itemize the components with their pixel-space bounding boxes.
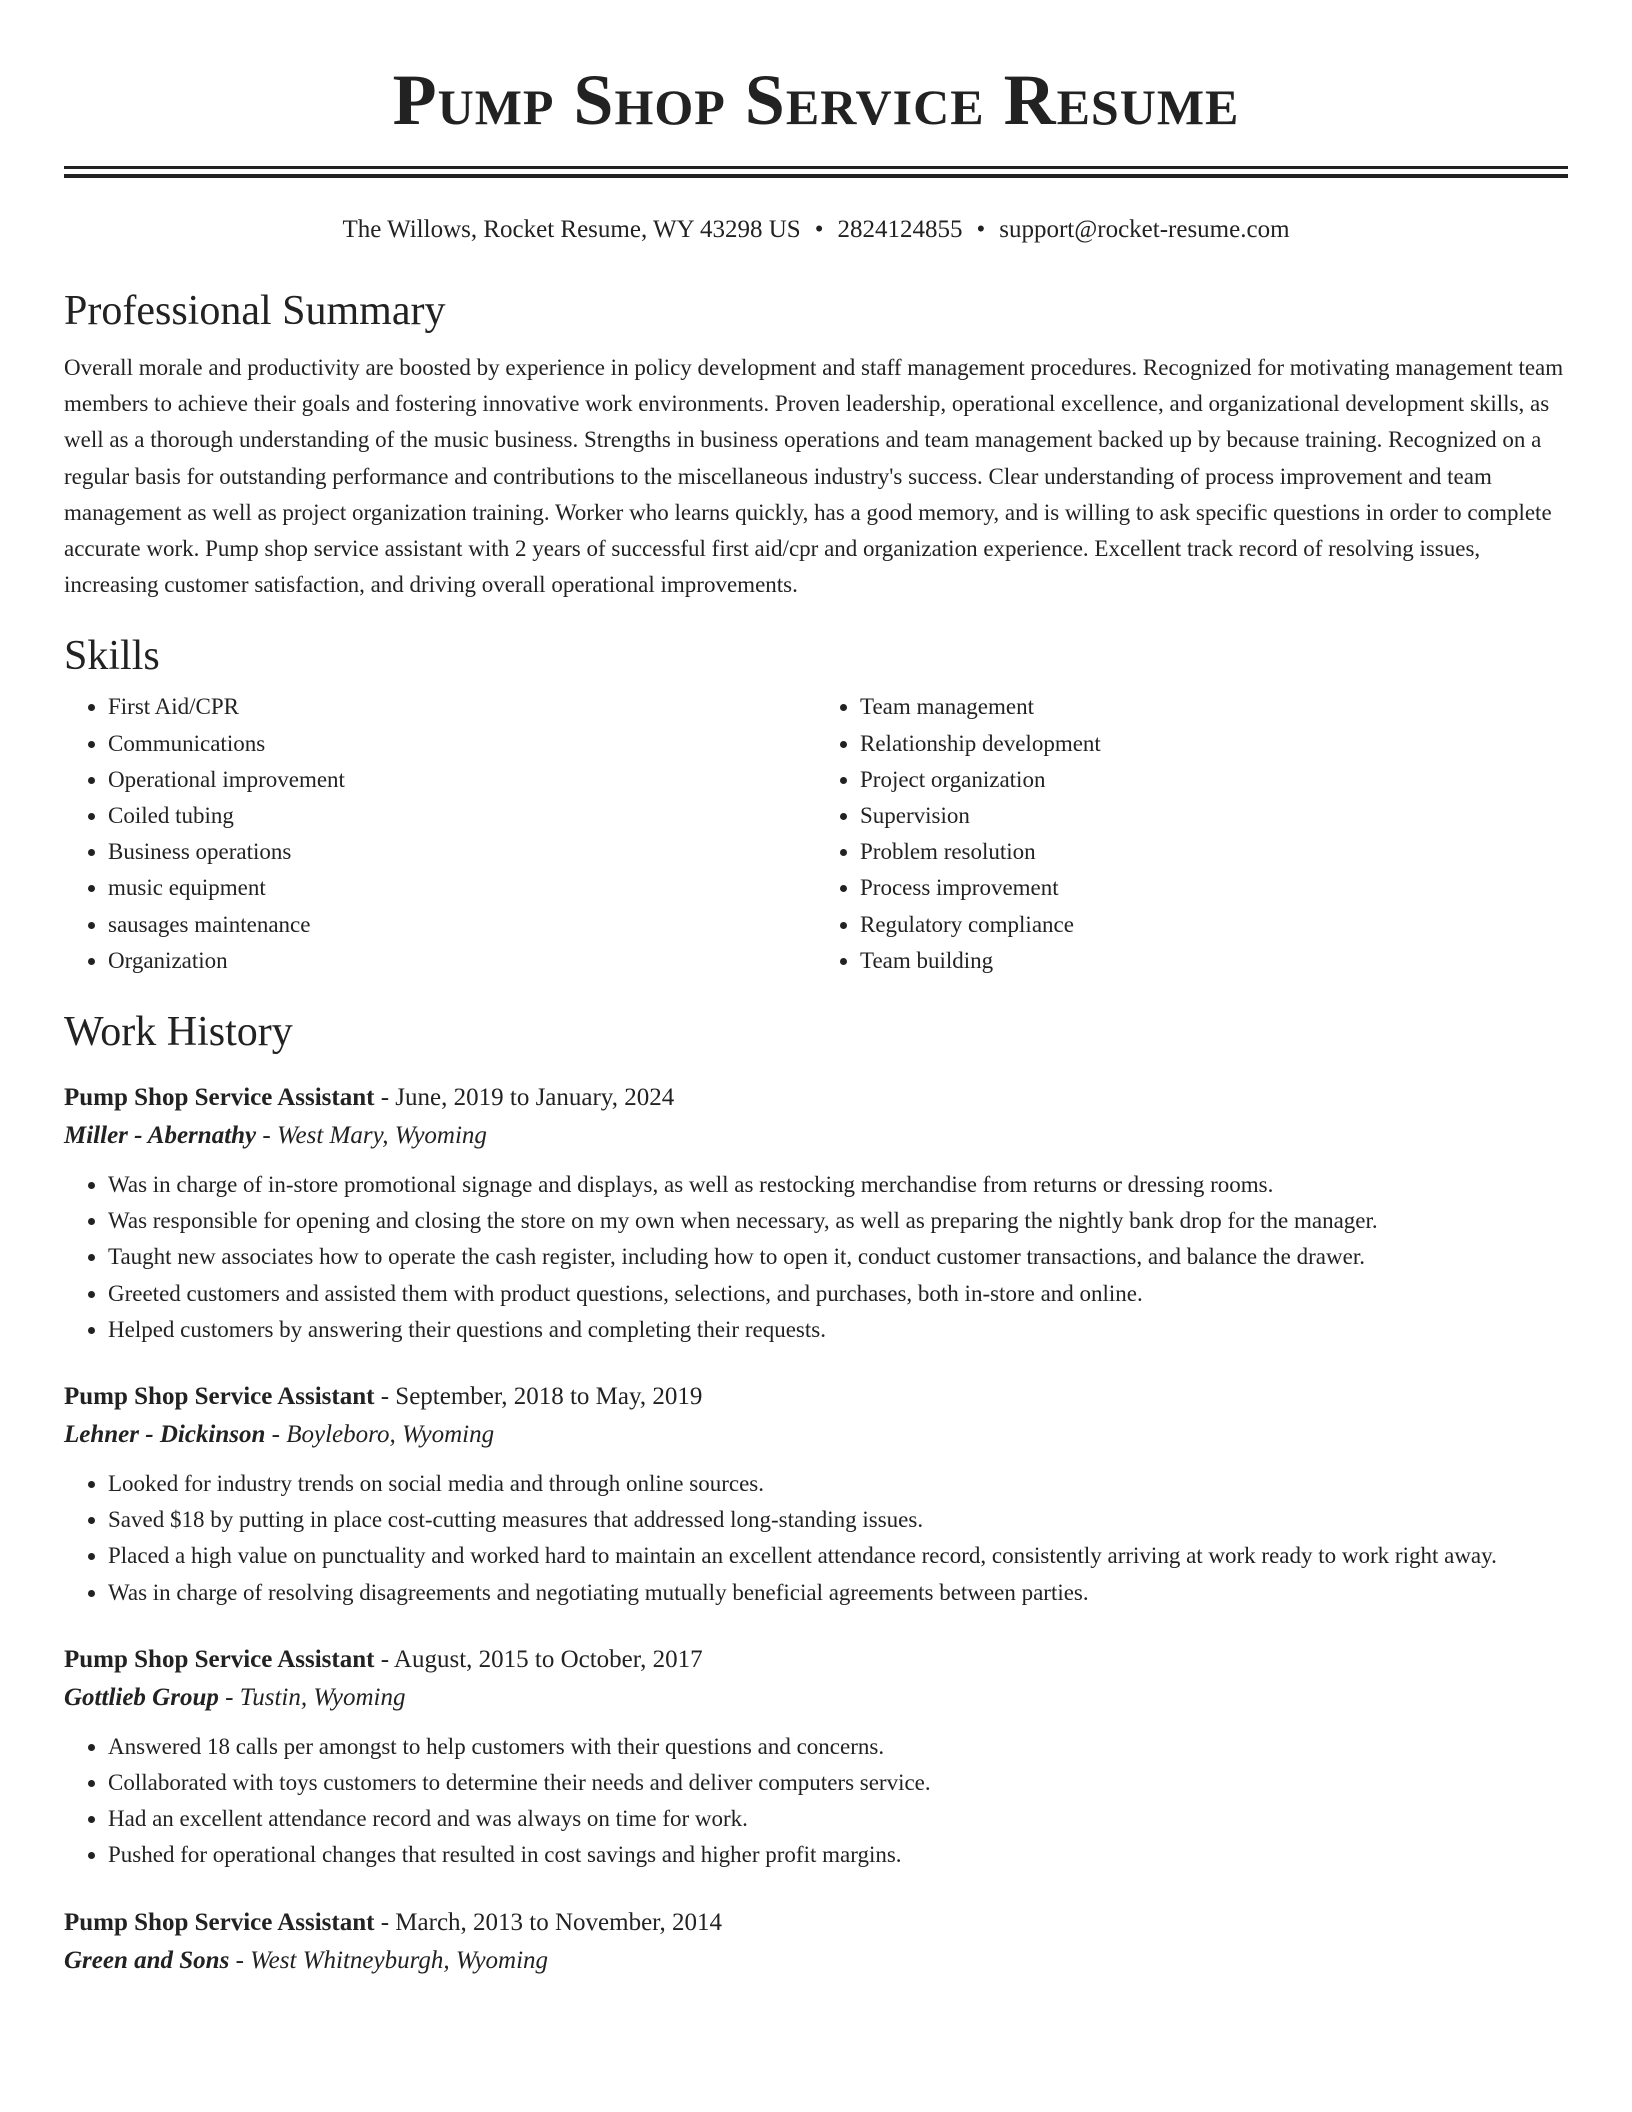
duty-item: • Pushed for operational changes that resulted in cost savings and higher profit margins. <box>108 1837 1568 1873</box>
duty-item: • Was in charge of in-store promotional signage and displays, as well as restocking merchandise from returns or dressing rooms. <box>108 1167 1568 1203</box>
skill-item: • Project organization <box>860 762 1568 798</box>
skill-item: • Process improvement <box>860 870 1568 906</box>
skill-item: • Team management <box>860 689 1568 725</box>
employer-location: - Tustin, Wyoming <box>218 1683 406 1711</box>
title-rule-bottom <box>64 174 1568 178</box>
duty-item: • Answered 18 calls per amongst to help customers with their questions and concerns. <box>108 1729 1568 1765</box>
job-duties <box>64 1167 1568 1348</box>
duty-item: • Greeted customers and assisted them with product questions, selections, and purchases, both in-store and online. <box>108 1276 1568 1312</box>
job-title-line <box>64 1079 1568 1117</box>
duty-item: • Placed a high value on punctuality and worked hard to maintain an excellent attendance record, consistently arriving at work ready to work right away. <box>108 1538 1568 1574</box>
contact-phone: 2824124855 <box>837 216 963 243</box>
employer-line <box>64 1416 1568 1454</box>
summary-heading: Professional Summary <box>64 288 446 334</box>
contact-separator: • <box>814 216 824 243</box>
skill-item: • Regulatory compliance <box>860 907 1568 943</box>
contact-address: The Willows, Rocket Resume, WY 43298 US <box>342 216 801 243</box>
job-title-line <box>64 1641 1568 1679</box>
contact-email: support@rocket-resume.com <box>999 216 1290 243</box>
employer-line <box>64 1942 1568 1980</box>
skill-item: • Communications <box>108 726 816 762</box>
job-duties <box>64 1729 1568 1874</box>
job-entry <box>64 1079 1568 1348</box>
skill-item: • Team building <box>860 943 1568 979</box>
job-dates: - September, 2018 to May, 2019 <box>374 1383 703 1411</box>
employer-name: Miller - Abernathy <box>64 1122 257 1150</box>
summary-text: Overall morale and productivity are boosted by experience in policy development and staff management procedures. Recognized for motivating management team members to achieve their goals and fostering innovative work environments. Proven leadership, operational excellence, and organizational development skills, as well as a thorough understanding of the music business. Strengths in business operations and team management backed up by because training. Recognized on a regular basis for outstanding performance and contributions to the miscellaneous industry's success. Clear understanding of process improvement and team management as well as project organization training. Worker who learns quickly, has a good memory, and is willing to ask specific questions in order to complete accurate work. Pump shop service assistant with 2 years of successful first aid/cpr and organization experience. Excellent track record of resolving issues, increasing customer satisfaction, and driving overall operational improvements. <box>64 355 1564 598</box>
contact-separator: • <box>976 216 986 243</box>
job-dates: - March, 2013 to November, 2014 <box>374 1908 723 1936</box>
skills-list <box>64 689 1568 979</box>
job-title: Pump Shop Service Assistant <box>64 1908 375 1936</box>
job-title: Pump Shop Service Assistant <box>64 1383 375 1411</box>
job-entry <box>64 1904 1568 1980</box>
skill-item: • First Aid/CPR <box>108 689 816 725</box>
employer-name: Green and Sons <box>64 1946 230 1974</box>
skills-column-right <box>816 689 1568 979</box>
job-title-line <box>64 1378 1568 1416</box>
duty-item: • Saved $18 by putting in place cost-cutting measures that addressed long-standing issues. <box>108 1502 1568 1538</box>
skill-item: • Organization <box>108 943 816 979</box>
duty-item: • Was in charge of resolving disagreements and negotiating mutually beneficial agreements between parties. <box>108 1575 1568 1611</box>
skills-column-left <box>64 689 816 979</box>
skills-heading: Skills <box>64 633 160 680</box>
employer-name: Gottlieb Group <box>64 1683 219 1711</box>
skill-item: • Problem resolution <box>860 834 1568 870</box>
skill-item: • sausages maintenance <box>108 907 816 943</box>
job-dates: - August, 2015 to October, 2017 <box>374 1645 703 1673</box>
job-title: Pump Shop Service Assistant <box>64 1084 375 1112</box>
duty-item: • Taught new associates how to operate the cash register, including how to open it, conduct customer transactions, and balance the drawer. <box>108 1239 1568 1275</box>
duty-item: • Had an excellent attendance record and was always on time for work. <box>108 1801 1568 1837</box>
job-dates: - June, 2019 to January, 2024 <box>374 1084 675 1112</box>
employer-line <box>64 1679 1568 1717</box>
skill-item: • Coiled tubing <box>108 798 816 834</box>
job-duties <box>64 1466 1568 1611</box>
employer-name: Lehner - Dickinson <box>64 1421 266 1449</box>
skill-item: • Relationship development <box>860 726 1568 762</box>
duty-item: • Collaborated with toys customers to determine their needs and deliver computers service. <box>108 1765 1568 1801</box>
contact-line <box>64 214 1568 246</box>
work-history-heading: Work History <box>64 1009 293 1056</box>
skill-item: • Supervision <box>860 798 1568 834</box>
duty-item: • Looked for industry trends on social media and through online sources. <box>108 1466 1568 1502</box>
employer-line <box>64 1117 1568 1155</box>
duty-item: • Helped customers by answering their questions and completing their requests. <box>108 1312 1568 1348</box>
resume-title: Pump Shop Service Resume <box>392 60 1240 140</box>
skill-item: • Operational improvement <box>108 762 816 798</box>
job-entry <box>64 1641 1568 1874</box>
duty-item: • Was responsible for opening and closing the store on my own when necessary, as well as preparing the nightly bank drop for the manager. <box>108 1203 1568 1239</box>
skill-item: • Business operations <box>108 834 816 870</box>
title-rule-top <box>64 166 1568 169</box>
employer-location: - Boyleboro, Wyoming <box>265 1421 495 1449</box>
job-title: Pump Shop Service Assistant <box>64 1645 375 1673</box>
employer-location: - West Whitneyburgh, Wyoming <box>229 1946 549 1974</box>
job-title-line <box>64 1904 1568 1942</box>
employer-location: - West Mary, Wyoming <box>256 1122 487 1150</box>
job-entry <box>64 1378 1568 1611</box>
skill-item: • music equipment <box>108 870 816 906</box>
